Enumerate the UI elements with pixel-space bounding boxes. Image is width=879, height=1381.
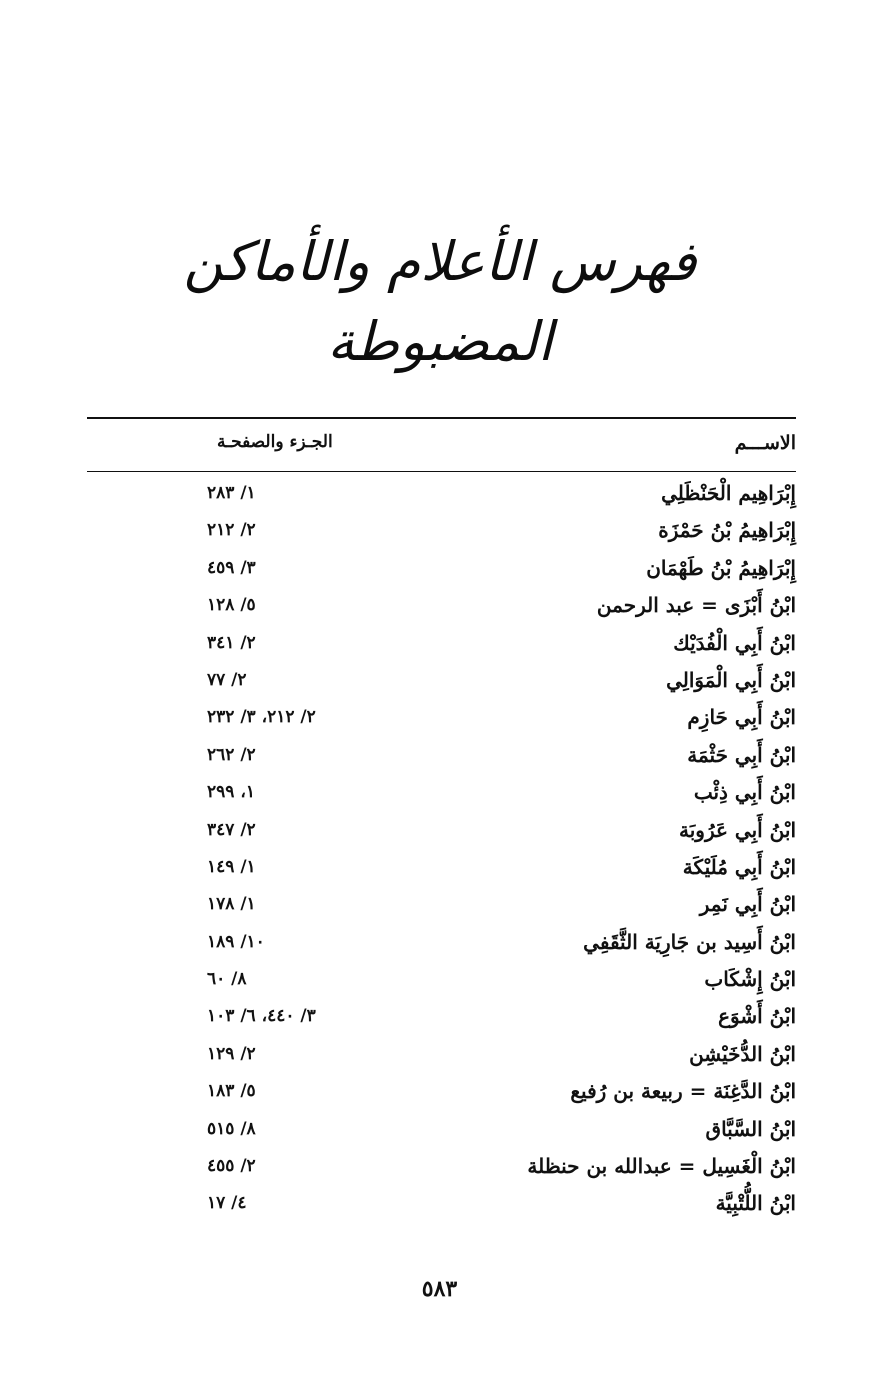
entry-reference: ٢/ ٢١٢	[207, 520, 256, 541]
entry-reference: ٨/ ٥١٥	[207, 1118, 256, 1139]
index-entry	[87, 1000, 796, 1037]
index-entry	[87, 1075, 796, 1112]
entry-reference: ١/ ١٤٩	[207, 856, 256, 877]
index-entry	[87, 851, 796, 888]
entry-reference: ٢/ ٧٧	[207, 669, 247, 690]
entry-name: ابْنُ أَبِي عَرُوبَة	[679, 817, 796, 842]
column-header-name: الاســـم	[734, 432, 796, 454]
entry-reference: ٤/ ١٧	[207, 1193, 247, 1214]
entry-name: ابْنُ أَبْزَى = عبد الرحمن	[596, 593, 796, 618]
index-entry	[87, 814, 796, 851]
entry-reference: ٢/ ١٢٩	[207, 1043, 256, 1064]
entry-name: إِبْرَاهِيمُ بْنُ طَهْمَان	[646, 555, 796, 580]
index-entry	[87, 888, 796, 925]
entry-name: ابْنُ الدُّخَيْشِن	[689, 1041, 796, 1066]
index-entry	[87, 1150, 796, 1187]
index-header	[87, 432, 796, 462]
entry-name: ابْنُ أَبِي ذِئْب	[693, 780, 796, 805]
entry-name: ابْنُ أَشْوَع	[718, 1004, 796, 1029]
index-entry	[87, 552, 796, 589]
entry-reference: ٣/ ٤٤٠، ٦/ ١٠٣	[207, 1006, 316, 1027]
entry-reference: ٣/ ٤٥٩	[207, 557, 256, 578]
entry-reference: ٢/ ٢٦٢	[207, 744, 256, 765]
index-entry	[87, 963, 796, 1000]
entry-name: إِبْرَاهِيم الْحَنْظَلِي	[661, 481, 796, 505]
entry-name: ابْنُ اللُّتْبِيَّة	[715, 1191, 796, 1216]
index-entry	[87, 739, 796, 776]
entry-name: ابْنُ أَبِي حَازِم	[687, 705, 796, 730]
entry-reference: ٨/ ٦٠	[207, 969, 247, 990]
index-entry	[87, 589, 796, 626]
entry-reference: ١/ ١٧٨	[207, 894, 256, 915]
entry-reference: ١/ ٢٨٣	[207, 483, 256, 503]
entry-reference: ٢/ ٤٥٥	[207, 1156, 256, 1177]
entry-name: ابْنُ أَبِي الْفُدَيْك	[673, 630, 796, 655]
entry-reference: ٥/ ١٨٣	[207, 1081, 256, 1102]
entry-reference: ٢/ ٣٤٧	[207, 819, 256, 840]
entry-name: ابْنُ الدَّغِنَة = ربيعة بن رُفيع	[570, 1079, 796, 1104]
index-entry	[87, 664, 796, 701]
entry-reference: ٢/ ٢١٢، ٣/ ٢٣٢	[207, 707, 316, 728]
header-rule	[87, 471, 796, 472]
index-entry	[87, 776, 796, 813]
index-entry	[87, 1038, 796, 1075]
entry-reference: ١٠/ ١٨٩	[207, 931, 265, 952]
entry-name: ابْنُ الْغَسِيل = عبدالله بن حنظلة	[527, 1154, 796, 1179]
column-header-reference: الجـزء والصفحـة	[217, 432, 333, 452]
index-entry	[87, 477, 796, 514]
index-entry	[87, 926, 796, 963]
entry-name: ابْنُ أَبِي حَثْمَة	[687, 742, 796, 767]
page-number: ٥٨٣	[421, 1276, 458, 1302]
entry-name: إِبْرَاهِيمُ بْنُ حَمْزَة	[658, 518, 796, 543]
entry-name: ابْنُ أَبِي مُلَيْكَة	[682, 854, 796, 879]
entry-name: ابْنُ إِشْكَاب	[704, 967, 796, 992]
entry-name: ابْنُ أَبِي الْمَوَالِي	[666, 667, 796, 692]
index-entries	[87, 477, 796, 1225]
index-entry	[87, 514, 796, 551]
entry-name: ابْنُ السَّبَّاق	[705, 1116, 796, 1141]
entry-reference: ٥/ ١٢٨	[207, 595, 256, 616]
entry-reference: ٢/ ٣٤١	[207, 632, 256, 653]
top-rule	[87, 417, 796, 419]
index-entry	[87, 627, 796, 664]
entry-name: ابْنُ أَسِيد بن جَارِيَة الثَّقَفِي	[583, 929, 796, 954]
page-title: فهرس الأعلام والأماكن المضبوطة	[183, 230, 697, 373]
entry-name: ابْنُ أَبِي نَمِر	[699, 892, 796, 917]
index-entry	[87, 1113, 796, 1150]
entry-reference: ١، ٢٩٩	[207, 782, 255, 803]
index-entry	[87, 1187, 796, 1224]
index-entry	[87, 701, 796, 738]
